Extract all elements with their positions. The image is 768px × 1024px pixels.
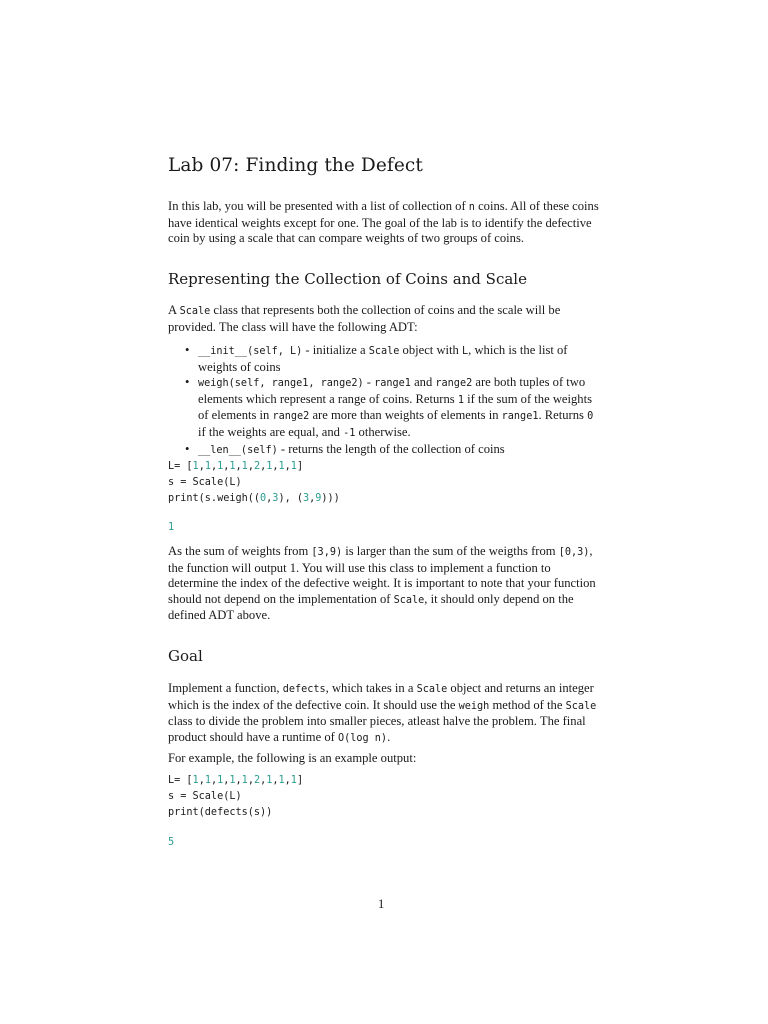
number-literal: 1	[192, 461, 199, 472]
section-heading-goal: Goal	[168, 647, 203, 665]
number-literal: 1	[266, 775, 273, 786]
bullet-icon: •	[185, 441, 190, 456]
inline-code: 0	[587, 411, 594, 423]
inline-code: Scale	[368, 346, 400, 357]
number-literal: 3	[302, 493, 310, 504]
inline-code: Scale	[565, 700, 597, 712]
inline-code: defects	[282, 684, 326, 695]
adt-list	[168, 343, 602, 458]
number-literal: 1	[204, 461, 211, 472]
text: , it should only depend on the defined ADT above.	[168, 591, 574, 623]
text: - returns the length of the collection of coins	[277, 441, 505, 456]
text: A	[168, 303, 180, 317]
text: class to divide the problem into smaller pieces, atleast halve the problem. The final product should have a runtime of	[168, 714, 586, 744]
number-literal: 1	[192, 775, 199, 786]
code-block-example-1	[168, 459, 340, 507]
number-literal: 1	[217, 775, 224, 786]
explanation-paragraph	[168, 544, 602, 624]
number-literal: 0	[260, 493, 267, 504]
number-literal: 1	[229, 775, 236, 786]
page-number: 1	[378, 897, 385, 911]
inline-code: weigh	[458, 700, 490, 712]
inline-code: n	[468, 202, 475, 213]
text: -	[363, 375, 375, 390]
text: , the function will output 1. You will use this class to implement a function to determine the index of the defective weight. It is important to note that your function should not depend on the implementation of	[168, 544, 596, 606]
list-item	[168, 442, 602, 459]
text: if the sum of the weights of elements in	[198, 391, 593, 423]
text: Implement a function,	[168, 681, 283, 695]
inline-code: [0,3)	[558, 547, 590, 558]
inline-code: range2	[435, 378, 473, 390]
inline-code: 1	[457, 394, 464, 406]
code-line: s = Scale(L)	[168, 791, 242, 802]
list-item	[168, 375, 602, 441]
bullet-icon: •	[185, 343, 190, 357]
text: , which takes in a	[325, 681, 417, 695]
text: As the sum of weights from	[168, 544, 312, 558]
intro-text: coins. All of these coins have identical weights except for one. The goal of the lab is to identify the defective coin by using a scale that can compare weights of two groups of coins.	[168, 199, 599, 246]
number-literal: 1	[290, 775, 297, 786]
text: - initialize a	[302, 343, 369, 357]
inline-code: Scale	[179, 306, 211, 317]
goal-paragraph	[168, 681, 602, 746]
code-line: print(defects(s))	[168, 807, 273, 818]
code-line: L= [1,1,1,1,1,2,1,1,1]	[168, 775, 304, 786]
inline-code: weigh(self, range1, range2)	[198, 378, 364, 390]
number-literal: 1	[290, 461, 297, 472]
intro-text: In this lab, you will be presented with a list of collection of	[168, 199, 469, 213]
number-literal: 9	[315, 493, 322, 504]
number-literal: 3	[272, 493, 279, 504]
inline-code: Scale	[393, 594, 425, 606]
inline-code: L	[462, 346, 469, 357]
example-intro: For example, the following is an example output:	[168, 751, 417, 765]
code-output-1: 1	[168, 522, 175, 533]
inline-code: O(log n)	[337, 732, 388, 744]
list-item	[168, 343, 602, 375]
inline-code: __len__(self)	[198, 444, 278, 456]
code-block-example-2	[168, 773, 303, 821]
scale-class-paragraph	[168, 303, 602, 335]
number-literal: 1	[278, 775, 285, 786]
text: object with	[399, 343, 462, 357]
number-literal: 1	[266, 461, 273, 472]
inline-code: range2	[272, 411, 310, 423]
section-heading-coins-scale: Representing the Collection of Coins and Scale	[168, 270, 527, 288]
text: if the weights are equal, and	[198, 424, 344, 439]
text: , which is the list of weights of coins	[198, 343, 568, 374]
number-literal: 1	[229, 461, 236, 472]
code-line: print(s.weigh((0,3), (3,9)))	[168, 493, 340, 504]
number-literal: 1	[204, 775, 211, 786]
inline-code: Scale	[416, 684, 448, 695]
inline-code: -1	[343, 427, 356, 439]
inline-code: [3,9)	[311, 547, 343, 558]
page-title: Lab 07: Finding the Defect	[168, 155, 423, 176]
code-line: s = Scale(L)	[168, 477, 242, 488]
code-output-2: 5	[168, 837, 175, 848]
code-line: L= [1,1,1,1,1,2,1,1,1]	[168, 461, 304, 472]
text: .	[387, 729, 391, 744]
inline-code: range1	[374, 378, 411, 390]
number-literal: 1	[278, 461, 285, 472]
number-literal: 1	[241, 461, 248, 472]
number-literal: 2	[253, 461, 261, 472]
number-literal: 1	[217, 461, 224, 472]
text: object and returns an integer which is the index of the defective coin. It should use the	[168, 681, 594, 712]
text: are both tuples of two elements which represent a range of coins. Returns	[198, 375, 586, 406]
text: method of the	[489, 697, 566, 712]
number-literal: 1	[241, 775, 248, 786]
text: . Returns	[538, 408, 588, 423]
text: are more than weights of elements in	[309, 408, 502, 423]
text: is larger than the sum of the weigths from	[342, 544, 559, 558]
intro-paragraph	[168, 199, 602, 247]
text: otherwise.	[355, 424, 411, 439]
text: class that represents both the collection of coins and the scale will be provided. The class will have the following ADT:	[168, 303, 561, 334]
bullet-icon: •	[185, 375, 190, 390]
inline-code: __init__(self, L)	[198, 346, 303, 357]
inline-code: range1	[501, 411, 539, 423]
text: and	[410, 375, 436, 390]
number-literal: 2	[253, 775, 261, 786]
